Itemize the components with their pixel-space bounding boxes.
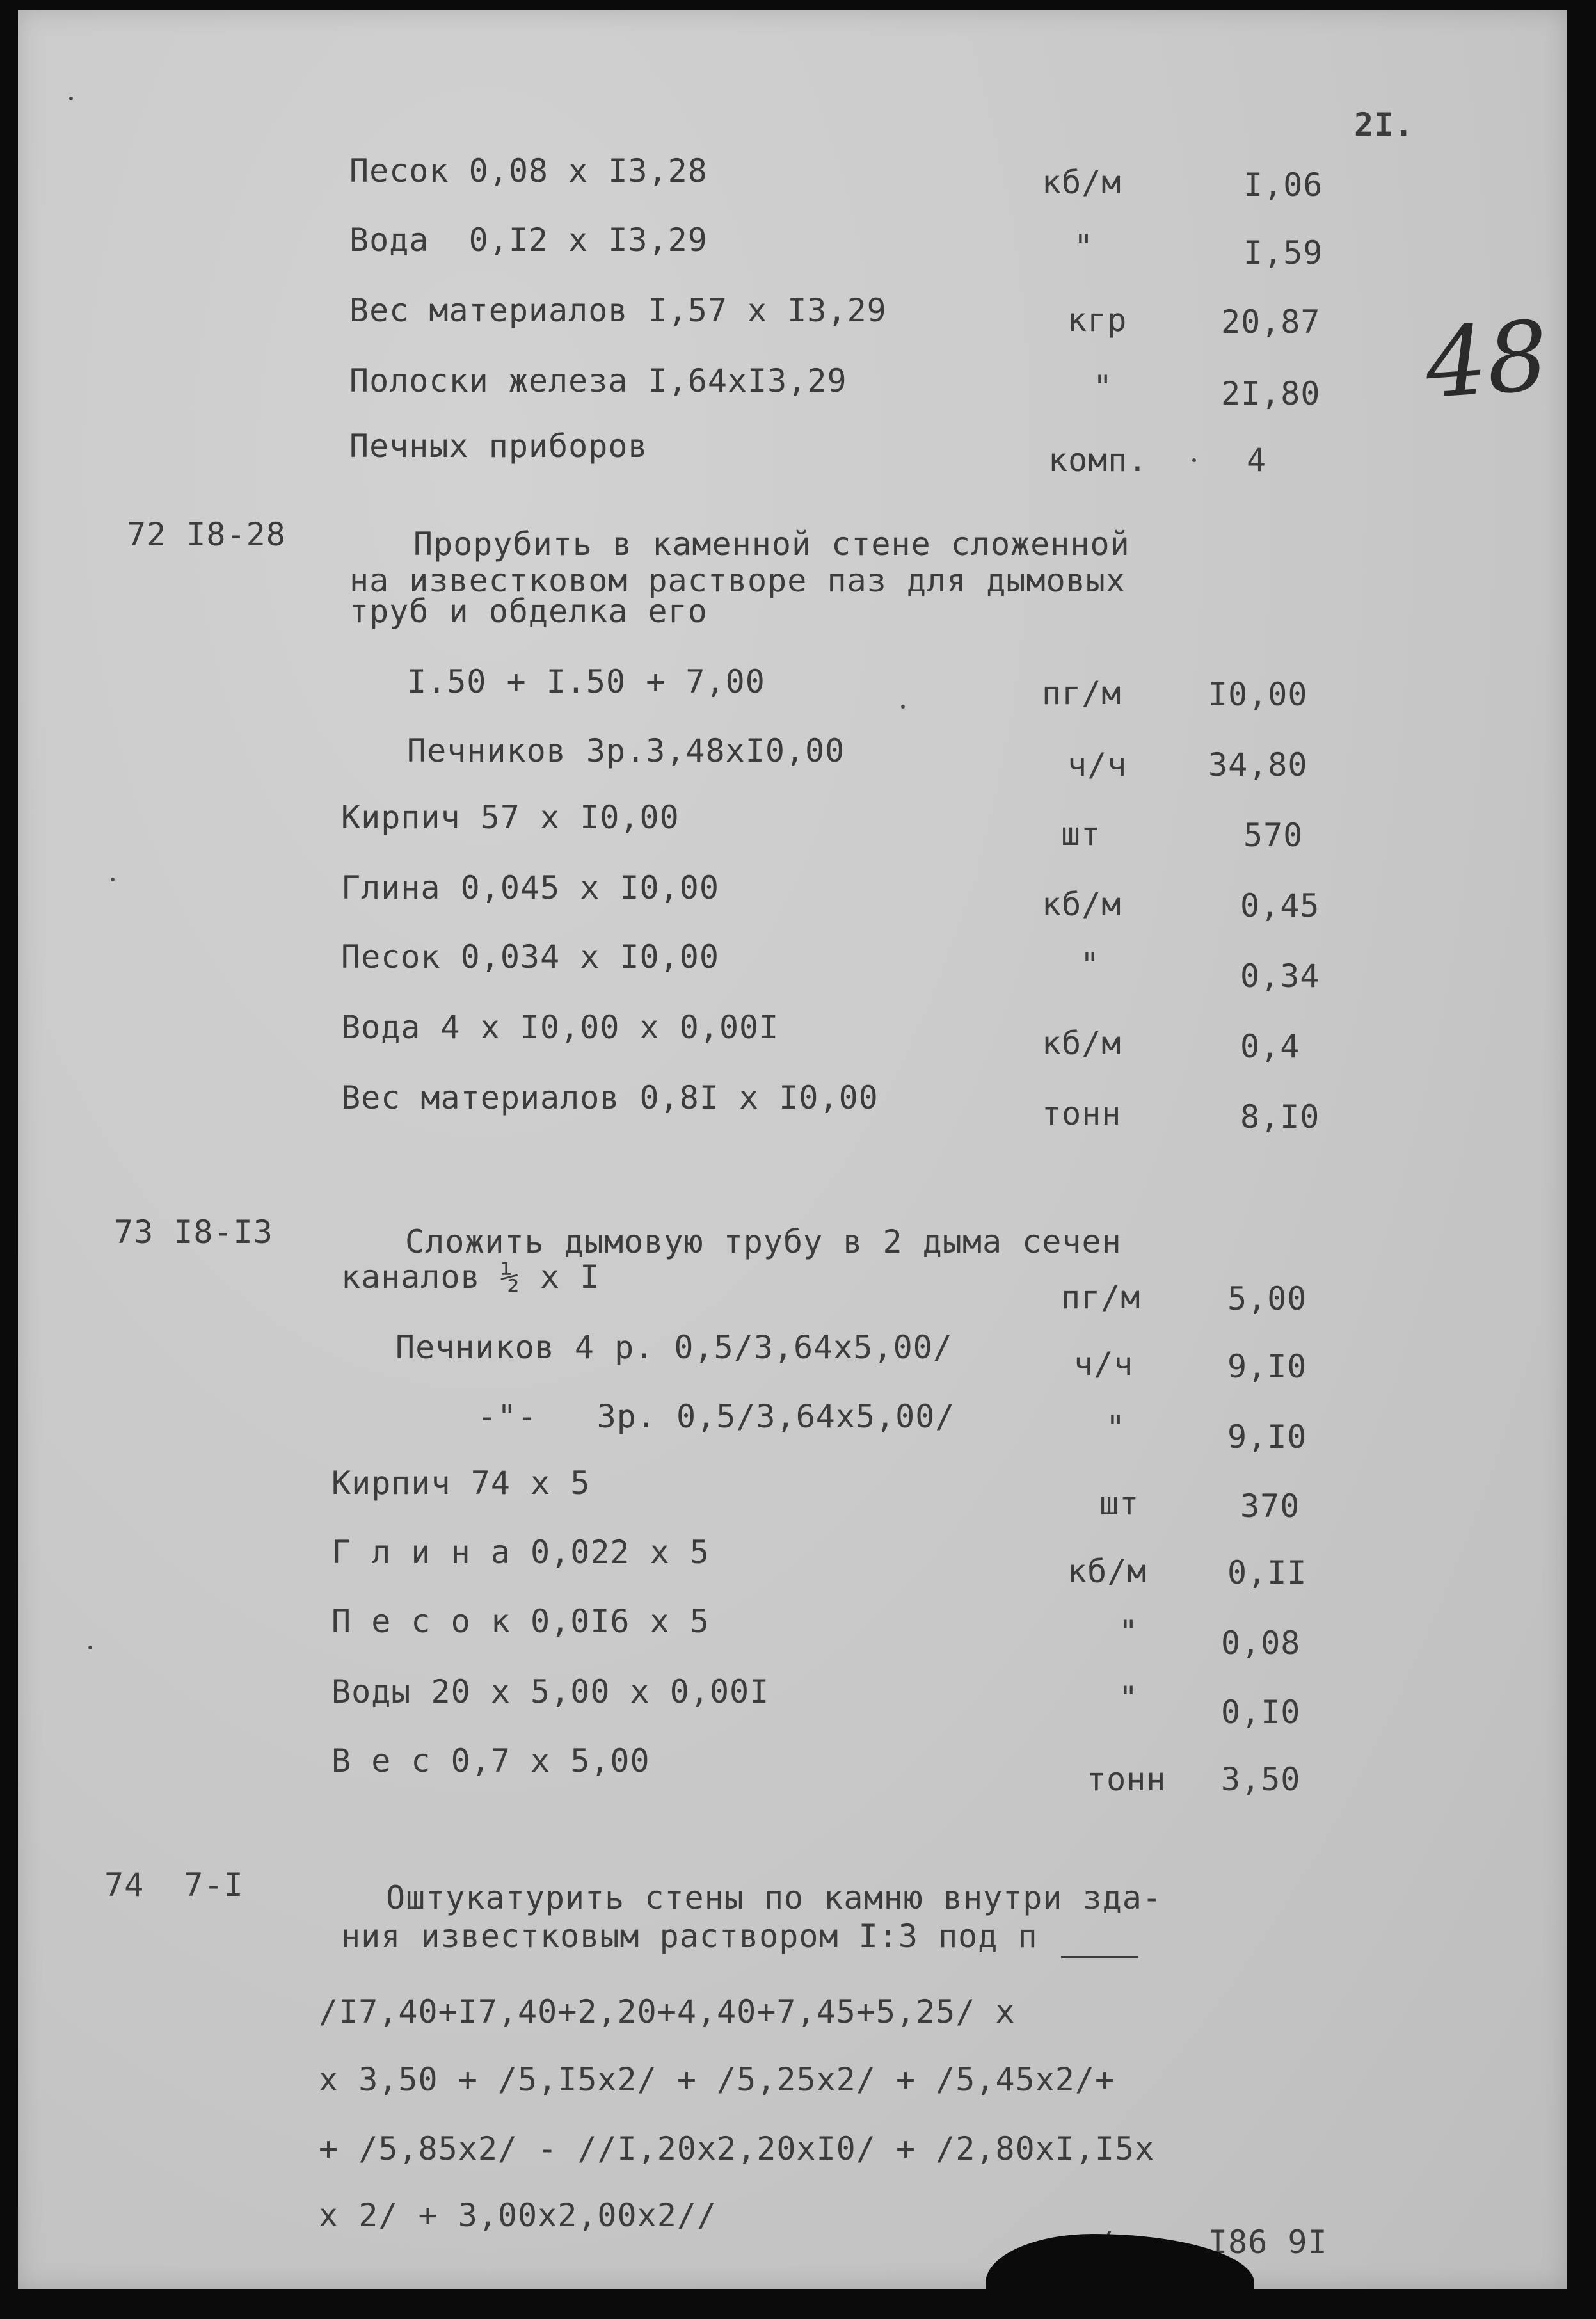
- line-text: В е с 0,7 х 5,00: [331, 1742, 650, 1779]
- line-value: 8,I0: [1240, 1098, 1320, 1135]
- line-value: 570: [1243, 817, 1304, 854]
- line-value: 0,08: [1221, 1625, 1301, 1662]
- ink-speck: [69, 97, 73, 100]
- line-unit: ч/ч: [1074, 1345, 1134, 1383]
- ink-speck: [901, 705, 905, 709]
- line-value: 9,I0: [1227, 1348, 1307, 1385]
- line-value: 0,45: [1240, 887, 1320, 924]
- ink-speck: [111, 878, 115, 881]
- line-value: I0,00: [1208, 676, 1308, 713]
- line-value: 9,I0: [1227, 1418, 1307, 1456]
- line-value: 0,4: [1240, 1028, 1300, 1065]
- line-unit: тонн: [1087, 1761, 1167, 1798]
- line-text: Г л и н а 0,022 х 5: [331, 1534, 710, 1571]
- line-value: 370: [1240, 1488, 1300, 1525]
- underline: [1061, 1956, 1138, 1958]
- line-text: Песок 0,034 х I0,00: [341, 938, 719, 975]
- line-text: П е с о к 0,0I6 х 5: [331, 1603, 710, 1640]
- line-unit: ": [1119, 1680, 1139, 1717]
- line-text: Печников 3р.3,48хI0,00: [407, 732, 845, 769]
- line-value: 4: [1247, 442, 1267, 479]
- line-text: Кирпич 57 х I0,00: [341, 799, 680, 836]
- line-text: + /5,85х2/ - //I,20х2,20хI0/ + /2,80хI,I5х: [319, 2130, 1155, 2167]
- line-value: 0,I0: [1221, 1694, 1301, 1731]
- line-text: Песок 0,08 х I3,28: [349, 152, 708, 189]
- line-text: I.50 + I.50 + 7,00: [407, 663, 765, 700]
- line-unit: комп.: [1048, 442, 1148, 479]
- line-value: 20,87: [1221, 303, 1321, 341]
- line-value: I,06: [1243, 166, 1323, 204]
- line-value: I86 9I: [1208, 2224, 1328, 2261]
- line-text: Вода 4 х I0,00 х 0,00I: [341, 1009, 779, 1046]
- page-number: 2I.: [1354, 106, 1414, 143]
- line-text: х 3,50 + /5,I5х2/ + /5,25х2/ + /5,45х2/+: [319, 2061, 1115, 2098]
- line-text: Вес материалов I,57 х I3,29: [349, 292, 887, 329]
- handwritten-mark: 48: [1422, 300, 1552, 421]
- line-text: Вес материалов 0,8I х I0,00: [341, 1079, 879, 1116]
- line-unit: кб/м: [1042, 1025, 1122, 1062]
- line-text: на известковом растворе паз для дымовых: [349, 562, 1126, 599]
- ink-speck: [88, 1646, 92, 1649]
- line-text: труб и обделка его: [349, 593, 708, 630]
- line-value: 5,00: [1227, 1280, 1307, 1317]
- line-unit: ": [1093, 369, 1113, 406]
- line-unit: шт: [1061, 815, 1101, 853]
- line-value: I,59: [1243, 234, 1323, 271]
- item-number: 74 7-I: [104, 1866, 244, 1904]
- line-text: /I7,40+I7,40+2,20+4,40+7,45+5,25/ х: [319, 1993, 1016, 2030]
- document-page: [18, 10, 1567, 2289]
- line-unit: пг/м: [1061, 1279, 1141, 1316]
- line-text: Печных приборов: [349, 428, 648, 465]
- line-unit: кб/м: [1042, 164, 1122, 201]
- line-value: 34,80: [1208, 746, 1308, 783]
- line-unit: ": [1074, 228, 1094, 265]
- line-unit: тонн: [1042, 1095, 1122, 1132]
- line-unit: ": [1080, 946, 1101, 983]
- line-text: Оштукатурить стены по камню внутри зда-: [386, 1879, 1162, 1916]
- line-value: 0,II: [1227, 1554, 1307, 1591]
- item-number: 72 I8-28: [127, 516, 286, 553]
- line-value: 2I,80: [1221, 375, 1321, 412]
- line-unit: шт: [1099, 1485, 1140, 1522]
- line-unit: ": [1119, 1614, 1139, 1651]
- line-text: Печников 4 р. 0,5/3,64х5,00/: [395, 1329, 953, 1366]
- line-text: Глина 0,045 х I0,00: [341, 869, 719, 906]
- line-text: х 2/ + 3,00х2,00х2//: [319, 2197, 717, 2234]
- line-unit: кб/м: [1042, 886, 1122, 923]
- line-text: Воды 20 х 5,00 х 0,00I: [331, 1673, 770, 1710]
- ink-speck: [1192, 458, 1196, 462]
- line-text: Полоски железа I,64хI3,29: [349, 362, 847, 399]
- line-text: Кирпич 74 х 5: [331, 1464, 591, 1502]
- line-value: 0,34: [1240, 958, 1320, 995]
- line-text: Прорубить в каменной стене сложенной: [413, 526, 1130, 563]
- line-unit: кб/м: [1067, 1553, 1147, 1590]
- line-unit: кгр: [1067, 301, 1128, 339]
- line-unit: ": [1106, 1409, 1126, 1446]
- line-text: -"- 3р. 0,5/3,64х5,00/: [477, 1398, 955, 1435]
- line-value: 3,50: [1221, 1761, 1301, 1798]
- line-text: ния известковым раствором I:3 под п: [341, 1918, 1038, 1955]
- line-text: Вода 0,I2 х I3,29: [349, 221, 708, 259]
- line-unit: ч/ч: [1067, 746, 1128, 783]
- line-text: Сложить дымовую трубу в 2 дыма сечен: [405, 1223, 1122, 1260]
- line-unit: пг/м: [1042, 675, 1122, 712]
- line-text: каналов ½ х I: [341, 1258, 600, 1296]
- item-number: 73 I8-I3: [114, 1214, 273, 1251]
